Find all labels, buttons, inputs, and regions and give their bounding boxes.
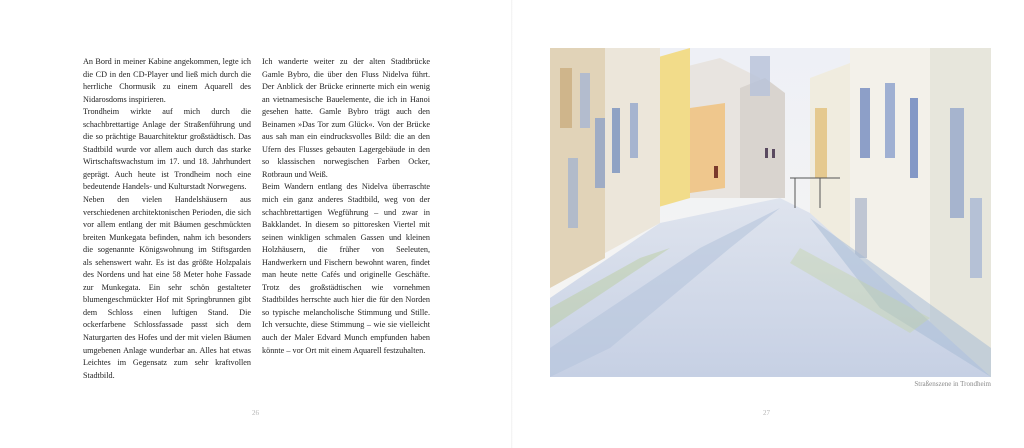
image-caption: Straßenszene in Trondheim — [914, 380, 991, 388]
left-paragraph-2: Trondheim wirkte auf mich durch die schachbrettartige Anlage der Straßenführung und die so prächtige Bauarchitektur großstädtisch. Das Stadtbild wurde vor allem auch durch das starke Wirtschaftswachstum im 17. und 18. Jahrhundert geprägt. Auch heute ist Trondheim noch eine bedeutende Handels- und Kulturstadt Norwegens. — [83, 107, 251, 192]
left-text-column — [83, 56, 251, 382]
left-page-number: 26 — [252, 409, 259, 417]
left-paragraph-3: Neben den vielen Handelshäusern aus verschiedenen architektonischen Perioden, die sich vor allem entlang der mit Bäumen geschmückten breiten Munkegata befinden, nahm ich besonders die sogenannte Königswohnung im Stiftsgarden als sehenswert wahr. Es ist das größte Holzpalais des Nordens und hat eine 58 Meter hohe Fassade zur Munkegata. Ein sehr schön gestalteter blumengeschmückter Hof mit Springbrunnen gibt dem Schloss einen luftigen Stand. Die ockerfarbene Schlossfassade passt sich dem Naturgarten des Hofes und der mit vielen Bäumen umgebenen Anlage wunderbar an. Alles hat etwas Leichtes im Gegensatz zum sehr kraftvollen Stadtbild. — [83, 195, 251, 380]
left-paragraph-1: An Bord in meiner Kabine angekommen, legte ich die CD in den CD-Player und ließ mich durch die herrliche Chormusik zu einem Aquarell des Nidarosdoms inspirieren. — [83, 57, 251, 104]
watercolor-painting — [550, 48, 991, 377]
book-gutter — [511, 0, 513, 448]
right-paragraph-1: Ich wanderte weiter zu der alten Stadtbrücke Gamle Bybro, die über den Fluss Nidelva führt. Der Anblick der Brücke erinnerte mich ein wenig an vietnamesische Bauelemente, die ich in Hanoi gesehen hatte. Gamle Bybro trägt auch den Beinamen »Das Tor zum Glück«. Von der Brücke aus sah man ein eindrucksvolles Bild: die an den Ufern des Flusses gebauten Lagergebäude in den so klassischen norwegischen Farben Ocker, Rotbraun und Weiß. — [262, 57, 430, 179]
right-paragraph-2: Beim Wandern entlang des Nidelva überraschte mich ein ganz anderes Stadtbild, weg von der schachbrettartigen Wegführung – und zwar in Bakklandet. In diesem so pittoresken Viertel mit seinen winkligen schmalen Gassen und kleinen Holzhäusern, die früher von Seeleuten, Handwerkern und Fischern bewohnt waren, findet man heute nette Cafés und originelle Geschäfte. Trotz des großstädtischen wie vornehmen Stadtbildes herrschte auch hier die für den Norden so typische melancholische Stimmung und Stille. Ich versuchte, diese Stimmung – wie sie vielleicht auch der Maler Edvard Munch empfunden haben könnte – vor Ort mit einem Aquarell festzuhalten. — [262, 182, 430, 355]
right-page-number: 27 — [763, 409, 770, 417]
right-text-column — [262, 56, 430, 357]
